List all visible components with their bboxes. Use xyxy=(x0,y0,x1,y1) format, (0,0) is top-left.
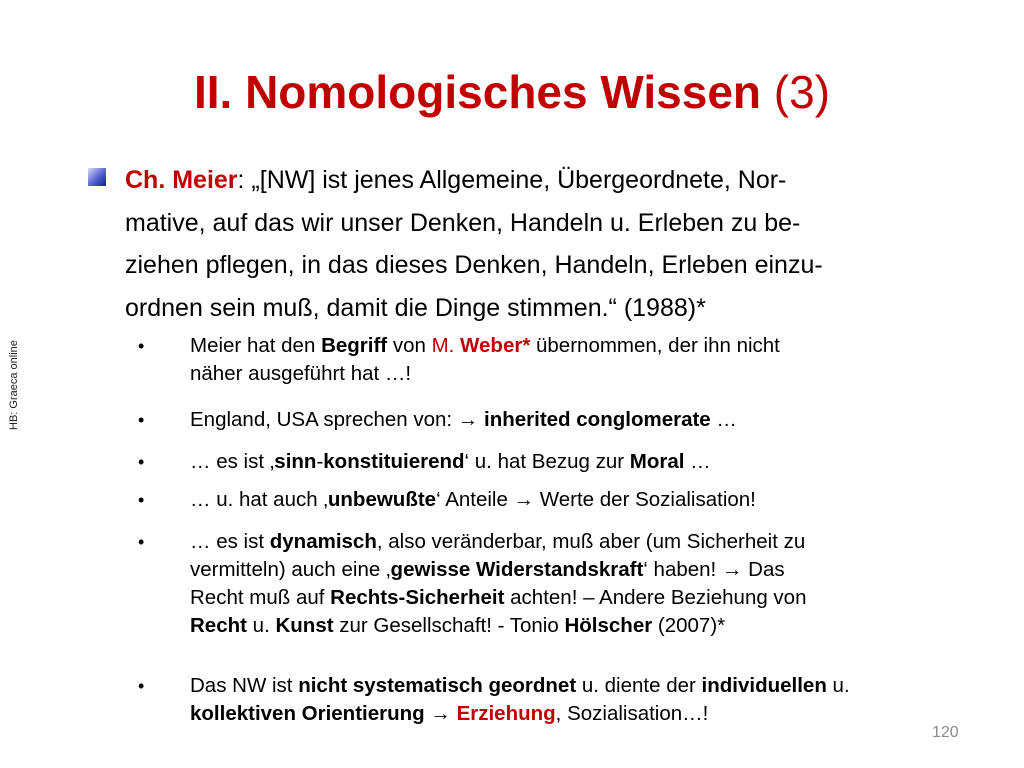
square-bullet-icon xyxy=(88,168,106,186)
bullet-dot-icon: • xyxy=(138,336,145,356)
list-item: Meier hat den Begriff von M. Weber* übernommen, der ihn nicht näher ausgeführt hat …! xyxy=(190,334,780,385)
bullet-dot-icon: • xyxy=(138,532,145,552)
list-item: Das NW ist nicht systematisch geordnet u. diente der individuellen u. kollektiven Orientierung → Erziehung, Sozialisation…! xyxy=(190,674,850,725)
list-item: … es ist dynamisch, also veränderbar, muß aber (um Sicherheit zu vermitteln) auch eine ‚gewisse Widerstandskraft‘ haben! → Das Recht muß auf Rechts-Sicherheit achten! – Andere Beziehung von Recht u. Kunst zur Gesellschaft! - Tonio Hölscher (2007)* xyxy=(190,530,807,637)
bullet-dot-icon: • xyxy=(138,410,145,430)
list-item: … es ist ‚sinn-konstituierend‘ u. hat Bezug zur Moral … xyxy=(190,450,711,473)
page-number: 120 xyxy=(932,724,959,741)
bullet-dot-icon: • xyxy=(138,452,145,472)
side-label: HB: Graeca online xyxy=(8,340,20,430)
bullet-dot-icon: • xyxy=(138,490,145,510)
slide-title: II. Nomologisches Wissen (3) xyxy=(193,66,831,118)
list-item: England, USA sprechen von: → inherited conglomerate … xyxy=(190,408,737,431)
bullet-dot-icon: • xyxy=(138,676,145,696)
list-item: … u. hat auch ‚unbewußte‘ Anteile → Werte der Sozialisation! xyxy=(190,488,756,511)
quote-paragraph: Ch. Meier: „[NW] ist jenes Allgemeine, Übergeordnete, Nor- mative, auf das wir unser Denken, Handeln u. Erleben zu be- ziehen pflegen, in das dieses Denken, Handeln, Erleben einzu- ordnen sein muß, damit die Dinge stimmen.“ (1988)* xyxy=(125,166,823,322)
